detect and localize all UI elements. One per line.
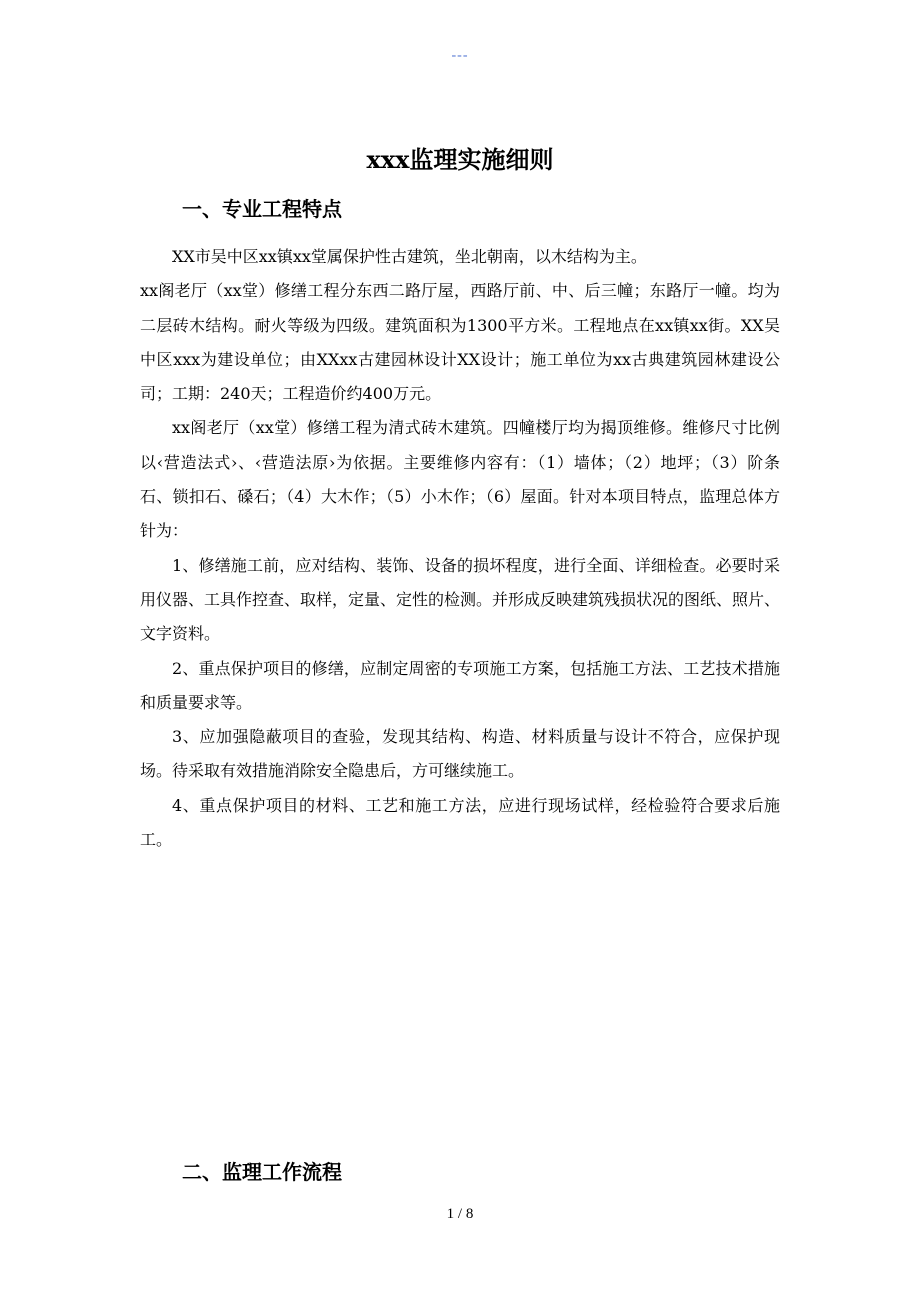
paragraph-7: 4、重点保护项目的材料、工艺和施工方法，应进行现场试样，经检验符合要求后施工。 [140,795,780,850]
paragraph-1: XX市吴中区xx镇xx堂属保护性古建筑，坐北朝南，以木结构为主。 [172,247,647,266]
paragraph-2: xx阁老厅（xx堂）修缮工程分东西二路厅屋，西路厅前、中、后三幢；东路厅一幢。均为二层砖木结构。耐火等级为四级。建筑面积为1300平方米。工程地点在xx镇xx街。XX吴中区xxx为建设单位；由XXxx古建园林设计XX设计；施工单位为xx古典建筑园林建设公司；工期：240天；工程造价约400万元。 [140,281,780,404]
paragraph-4: 1、修缮施工前，应对结构、装饰、设备的损坏程度，进行全面、详细检查。必要时采用仪器、工具作控查、取样，定量、定性的检测。并形成反映建筑残损状况的图纸、照片、文字资料。 [140,555,781,644]
paragraph-3: xx阁老厅（xx堂）修缮工程为清式砖木建筑。四幢楼厅均为揭顶维修。维修尺寸比例以‹营造法式›、‹营造法原›为依据。主要维修内容有：（1）墙体；（2）地坪；（3）阶条石、锁扣石、磉石；（4）大木作；（5）小木作；（6）屋面。针对本项目特点，监理总体方针为： [140,418,780,541]
paragraph-6: 3、应加强隐蔽项目的查验，发现其结构、构造、材料质量与设计不符合，应保护现场。待采取有效措施消除安全隐患后，方可继续施工。 [140,727,780,781]
section-heading-1: 一、专业工程特点 [182,197,342,221]
section-1-body [140,240,780,857]
paragraph-5: 2、重点保护项目的修缮，应制定周密的专项施工方案，包括施工方法、工艺技术措施和质量要求等。 [140,658,780,712]
section-heading-2: 二、监理工作流程 [182,1160,342,1184]
page-number: 1 / 8 [446,1206,474,1222]
document-title: xxx监理实施细则 [366,145,554,174]
header-mark: --- [451,48,469,63]
